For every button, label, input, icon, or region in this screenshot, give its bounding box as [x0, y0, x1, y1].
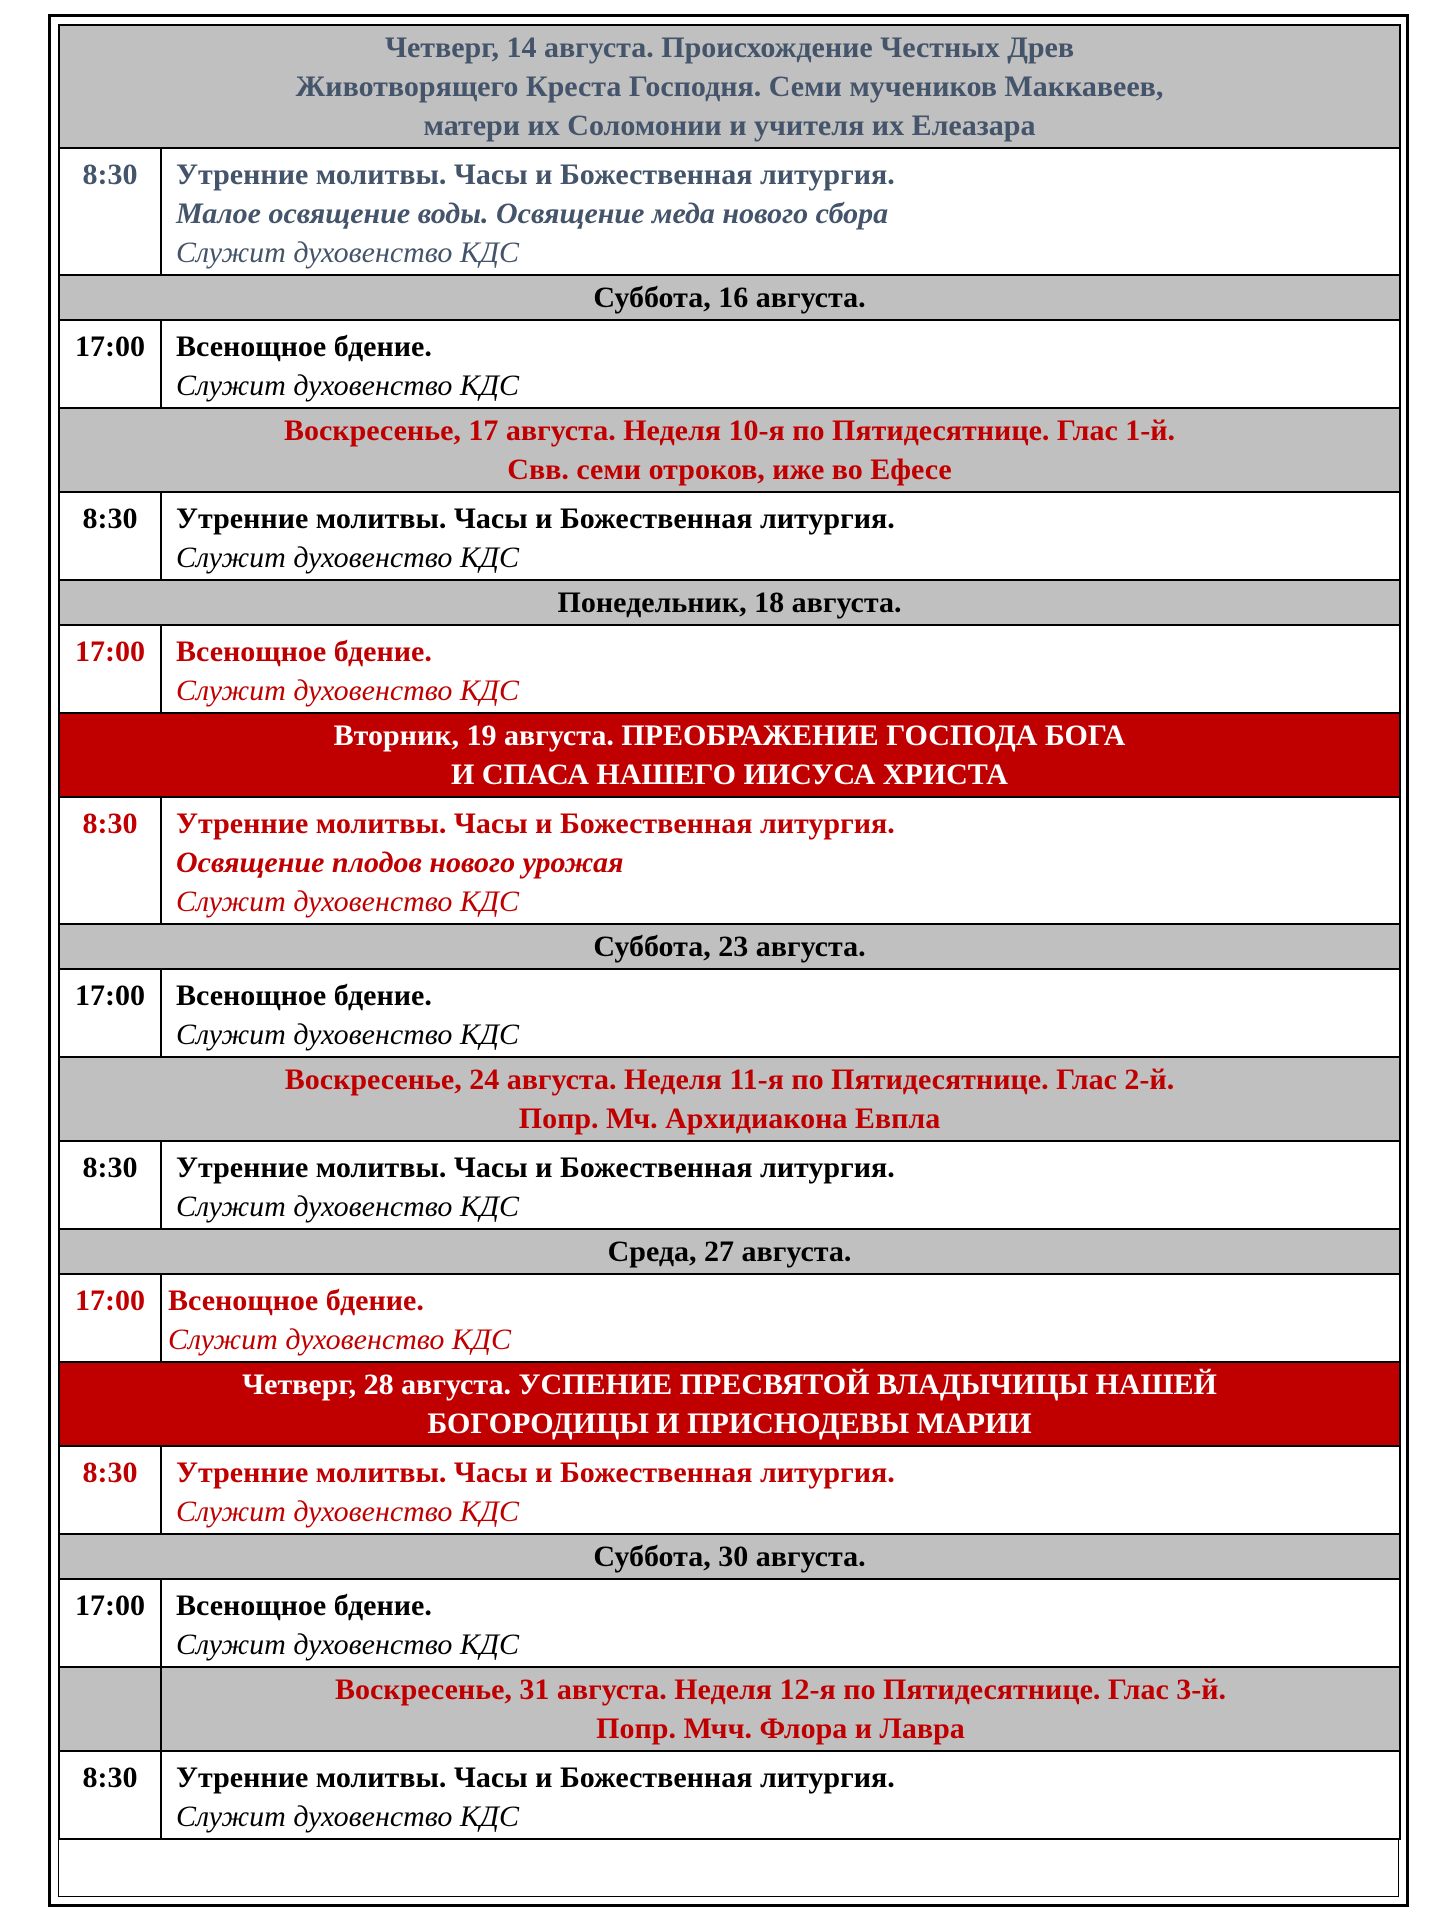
- day-header-line: Свв. семи отроков, иже во Ефесе: [507, 453, 952, 486]
- service-extra: Освящение плодов нового урожая: [176, 846, 624, 879]
- day-header-line: Суббота, 23 августа.: [593, 930, 866, 963]
- day-header-line: Попр. Мч. Архидиакона Евпла: [518, 1102, 941, 1135]
- day-header-line: Воскресенье, 31 августа. Неделя 12-я по Пятидесятнице. Глас 3-й.: [334, 1673, 1227, 1706]
- service-time: 17:00: [59, 320, 161, 408]
- day-header-aug-31: [59, 1667, 1400, 1751]
- service-clergy: Служит духовенство КДС: [176, 236, 519, 269]
- service-title: Утренние молитвы. Часы и Божественная литургия.: [176, 1456, 895, 1489]
- service-clergy: Служит духовенство КДС: [176, 369, 519, 402]
- service-row: [59, 1274, 1400, 1362]
- service-time: 8:30: [59, 797, 161, 924]
- service-row: [59, 969, 1400, 1057]
- feast-header-aug-19: [59, 713, 1400, 797]
- day-header-aug-23: [59, 924, 1400, 969]
- day-header-line: Животворящего Креста Господня. Семи мучеников Маккавеев,: [295, 70, 1164, 103]
- service-title: Утренние молитвы. Часы и Божественная литургия.: [176, 502, 895, 535]
- day-header-line: матери их Соломонии и учителя их Елеазара: [423, 109, 1036, 142]
- service-row: [59, 492, 1400, 580]
- day-header-line: Вторник, 19 августа. ПРЕОБРАЖЕНИЕ ГОСПОДА БОГА: [333, 719, 1126, 752]
- service-time: 17:00: [59, 969, 161, 1057]
- service-time: 17:00: [59, 1274, 161, 1362]
- day-header-aug-16: [59, 275, 1400, 320]
- service-title: Всенощное бдение.: [176, 330, 432, 363]
- service-title: Утренние молитвы. Часы и Божественная литургия.: [176, 158, 895, 191]
- service-clergy: Служит духовенство КДС: [176, 1190, 519, 1223]
- service-time: 8:30: [59, 492, 161, 580]
- header-blank-cell: [59, 1667, 161, 1751]
- service-title: Утренние молитвы. Часы и Божественная литургия.: [176, 1151, 895, 1184]
- feast-header-aug-28: [59, 1362, 1400, 1446]
- day-header-line: Воскресенье, 24 августа. Неделя 11-я по Пятидесятнице. Глас 2-й.: [284, 1063, 1175, 1096]
- service-time: 8:30: [59, 1446, 161, 1534]
- schedule-table: [58, 24, 1401, 1840]
- service-title: Всенощное бдение.: [176, 635, 432, 668]
- service-clergy: Служит духовенство КДС: [176, 1495, 519, 1528]
- service-title: Всенощное бдение.: [168, 1284, 424, 1317]
- service-extra: Малое освящение воды. Освящение меда нового сбора: [176, 197, 889, 230]
- service-clergy: Служит духовенство КДС: [176, 1800, 519, 1833]
- service-row: [59, 1579, 1400, 1667]
- service-time: 17:00: [59, 1579, 161, 1667]
- day-header-aug-24: [59, 1057, 1400, 1141]
- service-row: [59, 625, 1400, 713]
- day-header-line: Четверг, 14 августа. Происхождение Честных Древ: [384, 31, 1075, 64]
- service-time: 8:30: [59, 1751, 161, 1839]
- service-time: 17:00: [59, 625, 161, 713]
- service-row: [59, 148, 1400, 275]
- day-header-aug-14: [59, 25, 1400, 148]
- day-header-line: Попр. Мчч. Флора и Лавра: [596, 1712, 965, 1745]
- service-title: Всенощное бдение.: [176, 1589, 432, 1622]
- service-title: Утренние молитвы. Часы и Божественная литургия.: [176, 807, 895, 840]
- day-header-line: Суббота, 16 августа.: [593, 281, 866, 314]
- day-header-line: И СПАСА НАШЕГО ИИСУСА ХРИСТА: [451, 758, 1008, 791]
- service-time: 8:30: [59, 1141, 161, 1229]
- service-clergy: Служит духовенство КДС: [176, 541, 519, 574]
- service-title: Утренние молитвы. Часы и Божественная литургия.: [176, 1761, 895, 1794]
- day-header-line: Понедельник, 18 августа.: [557, 586, 902, 619]
- day-header-aug-30: [59, 1534, 1400, 1579]
- service-clergy: Служит духовенство КДС: [168, 1323, 511, 1356]
- service-row: [59, 1141, 1400, 1229]
- service-clergy: Служит духовенство КДС: [176, 1018, 519, 1051]
- day-header-line: БОГОРОДИЦЫ И ПРИСНОДЕВЫ МАРИИ: [427, 1407, 1032, 1440]
- day-header-aug-27: [59, 1229, 1400, 1274]
- day-header-line: Среда, 27 августа.: [607, 1235, 852, 1268]
- service-title: Всенощное бдение.: [176, 979, 432, 1012]
- service-clergy: Служит духовенство КДС: [176, 1628, 519, 1661]
- service-time: 8:30: [59, 148, 161, 275]
- day-header-aug-17: [59, 408, 1400, 492]
- day-header-line: Воскресенье, 17 августа. Неделя 10-я по Пятидесятнице. Глас 1-й.: [283, 414, 1176, 447]
- day-header-aug-18: [59, 580, 1400, 625]
- service-row: [59, 1751, 1400, 1839]
- day-header-line: Четверг, 28 августа. УСПЕНИЕ ПРЕСВЯТОЙ ВЛАДЫЧИЦЫ НАШЕЙ: [242, 1368, 1217, 1401]
- service-row: [59, 797, 1400, 924]
- service-row: [59, 1446, 1400, 1534]
- service-clergy: Служит духовенство КДС: [176, 885, 519, 918]
- service-row: [59, 320, 1400, 408]
- service-clergy: Служит духовенство КДС: [176, 674, 519, 707]
- day-header-line: Суббота, 30 августа.: [593, 1540, 866, 1573]
